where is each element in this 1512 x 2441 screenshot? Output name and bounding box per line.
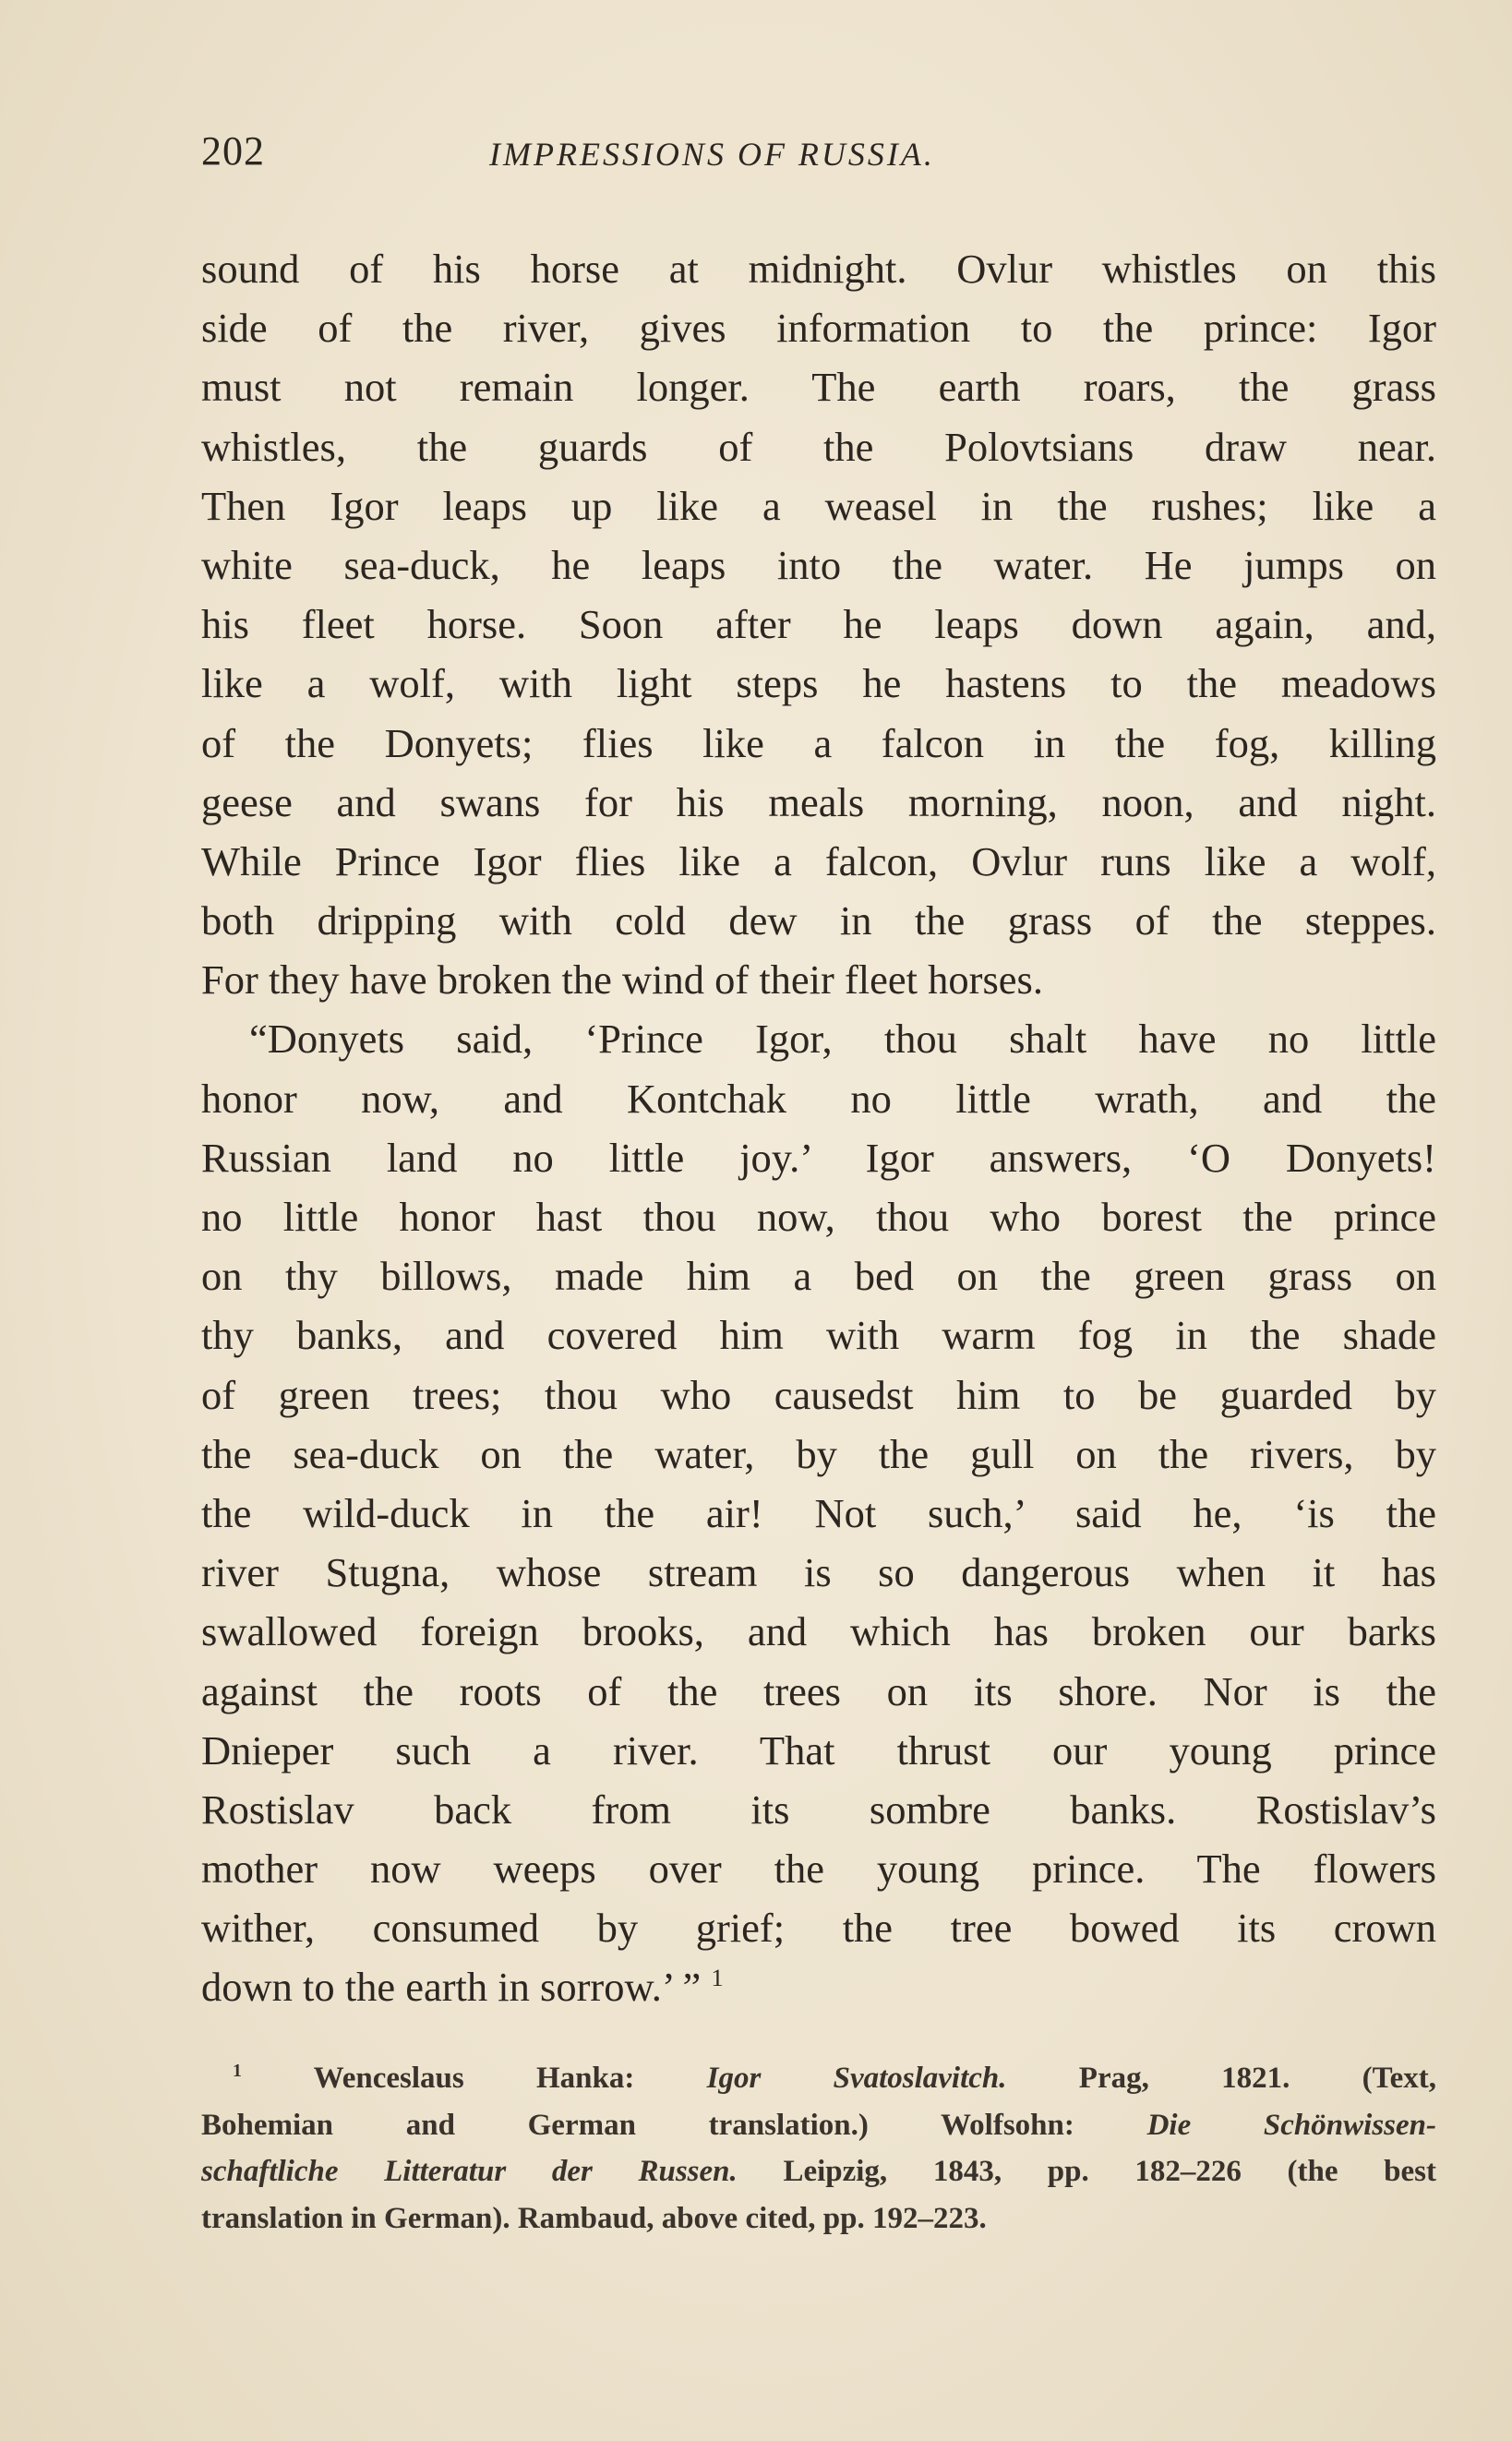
footnote-marker: 1 [233, 2061, 242, 2081]
text-line: white sea-duck, he leaps into the water. He jumps on [201, 541, 1436, 588]
text-line: honor now, and Kontchak no little wrath, and the [201, 1075, 1436, 1122]
page-number: 202 [201, 128, 265, 174]
text-line: Dnieper such a river. That thrust our young prince [201, 1726, 1436, 1774]
text-line: river Stugna, whose stream is so dangerous when it has [201, 1549, 1436, 1596]
text-line: Russian land no little joy.’ Igor answers, ‘O Donyets! [201, 1134, 1436, 1181]
body-text [201, 239, 1436, 2017]
text-line: While Prince Igor flies like a falcon, Ovlur runs like a wolf, [201, 837, 1436, 884]
footnote-line [201, 2148, 1436, 2195]
text-line: against the roots of the trees on its shore. Nor is the [201, 1667, 1436, 1714]
text-line: of the Donyets; flies like a falcon in the fog, killing [201, 719, 1436, 766]
text-line: like a wolf, with light steps he hastens to the meadows [201, 660, 1436, 707]
footnote-text: Leipzig, 1843, pp. 182–226 (the best [737, 2155, 1437, 2188]
text-line: sound of his horse at midnight. Ovlur whistles on this [201, 246, 1436, 292]
text-line: on thy billows, made him a bed on the green grass on [201, 1253, 1436, 1300]
text-line: the wild-duck in the air! Not such,’ said he, ‘is the [201, 1489, 1436, 1536]
footnote-title: Igor Svatoslavitch. [706, 2062, 1007, 2095]
text-line: Rostislav back from its sombre banks. Rostislav’s [201, 1786, 1436, 1833]
footnote-text: Bohemian and German translation.) Wolfsohn: [201, 2108, 1147, 2142]
text-line: swallowed foreign brooks, and which has broken our barks [201, 1608, 1436, 1655]
text-line: mother now weeps over the young prince. The flowers [201, 1846, 1436, 1893]
footnote-text: Wenceslaus Hanka: [313, 2062, 707, 2095]
running-title: IMPRESSIONS OF RUSSIA. [489, 136, 935, 173]
text-line: no little honor hast thou now, thou who borest the prince [201, 1194, 1436, 1240]
footnote-reference: 1 [711, 1964, 724, 1992]
text-line: “Donyets said, ‘Prince Igor, thou shalt have no little [249, 1016, 1436, 1063]
text-line: side of the river, gives information to the prince: Igor [201, 305, 1436, 352]
text-line: the sea-duck on the water, by the gull on the rivers, by [201, 1430, 1436, 1477]
footnote-title: schaftliche Litteratur der Russen. [201, 2155, 738, 2188]
footnote-line [201, 2102, 1436, 2149]
footnote-text: Prag, 1821. (Text, [1006, 2062, 1436, 2095]
text-line: of green trees; thou who causedst him to be guarded by [201, 1371, 1436, 1418]
text-line: wither, consumed by grief; the tree bowed its crown [201, 1905, 1436, 1952]
footnote-line: translation in German). Rambaud, above cited, pp. 192–223. [201, 2201, 987, 2235]
page-header [201, 127, 1436, 192]
footnote-title: Die Schönwissen- [1146, 2108, 1436, 2142]
footnote [201, 2055, 1436, 2242]
text-line: his fleet horse. Soon after he leaps down again, and, [201, 601, 1436, 648]
text-line: Then Igor leaps up like a weasel in the rushes; like a [201, 482, 1436, 529]
text-line: both dripping with cold dew in the grass of the steppes. [201, 897, 1436, 944]
text-line: For they have broken the wind of their fleet horses. [201, 956, 1043, 1004]
text-line-content: down to the earth in sorrow.’ ” [201, 1964, 702, 2011]
text-line: whistles, the guards of the Polovtsians draw near. [201, 423, 1436, 470]
text-line-last [201, 1957, 1436, 2016]
text-line: geese and swans for his meals morning, noon, and night. [201, 778, 1436, 825]
text-line: thy banks, and covered him with warm fog in the shade [201, 1312, 1436, 1359]
footnote-line [201, 2055, 1436, 2102]
text-line: must not remain longer. The earth roars, the grass [201, 364, 1436, 411]
